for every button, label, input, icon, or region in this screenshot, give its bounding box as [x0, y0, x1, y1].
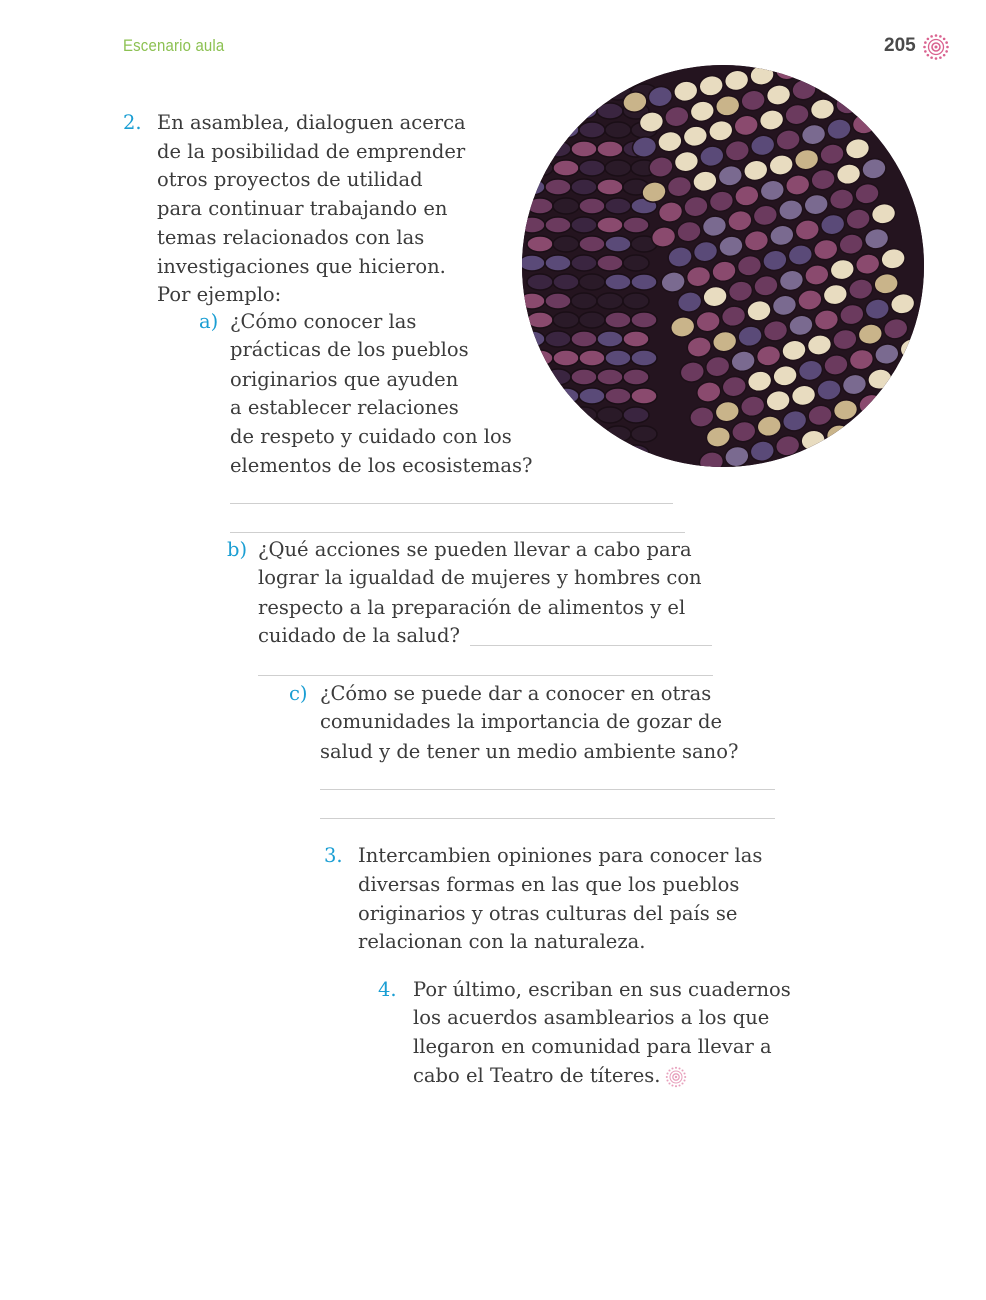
end-sun-mandala-icon [664, 1065, 688, 1089]
item-3-line: diversas formas en las que los pueblos [358, 873, 740, 896]
item-4-line: Por último, escriban en sus cuadernos [413, 978, 791, 1001]
item-4-line: cabo el Teatro de títeres. [413, 1064, 661, 1087]
item-2-line: otros proyectos de utilidad [157, 168, 423, 191]
answer-line[interactable] [320, 818, 775, 819]
corn-cobs-photo [522, 65, 924, 467]
item-b-line: respecto a la preparación de alimentos y el [258, 596, 686, 619]
item-4-number: 4. [378, 978, 397, 1001]
item-2-line: para continuar trabajando en [157, 197, 448, 220]
item-c-line: salud y de tener un medio ambiente sano? [320, 740, 739, 763]
item-2-line: En asamblea, dialoguen acerca [157, 111, 466, 134]
item-c-line: comunidades la importancia de gozar de [320, 710, 723, 733]
item-3-number: 3. [324, 844, 343, 867]
item-a-letter: a) [199, 310, 219, 333]
item-b-letter: b) [227, 538, 248, 561]
corn-kernels [522, 65, 924, 467]
page-number: 205 [884, 35, 916, 56]
item-4-line: los acuerdos asamblearios a los que [413, 1006, 770, 1029]
item-2-line: Por ejemplo: [157, 283, 282, 306]
item-c-line: ¿Cómo se puede dar a conocer en otras [320, 682, 712, 705]
answer-line[interactable] [470, 645, 712, 646]
answer-line[interactable] [230, 532, 685, 533]
item-2-line: temas relacionados con las [157, 226, 425, 249]
section-label: Escenario aula [123, 36, 225, 55]
item-b-line: ¿Qué acciones se pueden llevar a cabo para [258, 538, 692, 561]
item-a-line: de respeto y cuidado con los [230, 425, 512, 448]
item-3-line: relacionan con la naturaleza. [358, 930, 646, 953]
item-a-line: ¿Cómo conocer las [230, 310, 417, 333]
answer-line[interactable] [230, 503, 673, 504]
item-b-line: lograr la igualdad de mujeres y hombres con [258, 566, 702, 589]
item-3-line: originarios y otras culturas del país se [358, 902, 738, 925]
item-4-line: llegaron en comunidad para llevar a [413, 1035, 772, 1058]
item-a-line: a establecer relaciones [230, 396, 459, 419]
item-2-number: 2. [123, 111, 142, 134]
item-b-line: cuidado de la salud? [258, 624, 460, 647]
answer-line[interactable] [320, 789, 775, 790]
answer-line[interactable] [258, 675, 713, 676]
item-a-line: elementos de los ecosistemas? [230, 454, 533, 477]
item-a-line: prácticas de los pueblos [230, 338, 469, 361]
item-2-line: de la posibilidad de emprender [157, 140, 466, 163]
item-a-line: originarios que ayuden [230, 368, 459, 391]
sun-mandala-icon [921, 32, 951, 62]
item-3-line: Intercambien opiniones para conocer las [358, 844, 763, 867]
item-c-letter: c) [289, 682, 308, 705]
item-2-line: investigaciones que hicieron. [157, 255, 446, 278]
